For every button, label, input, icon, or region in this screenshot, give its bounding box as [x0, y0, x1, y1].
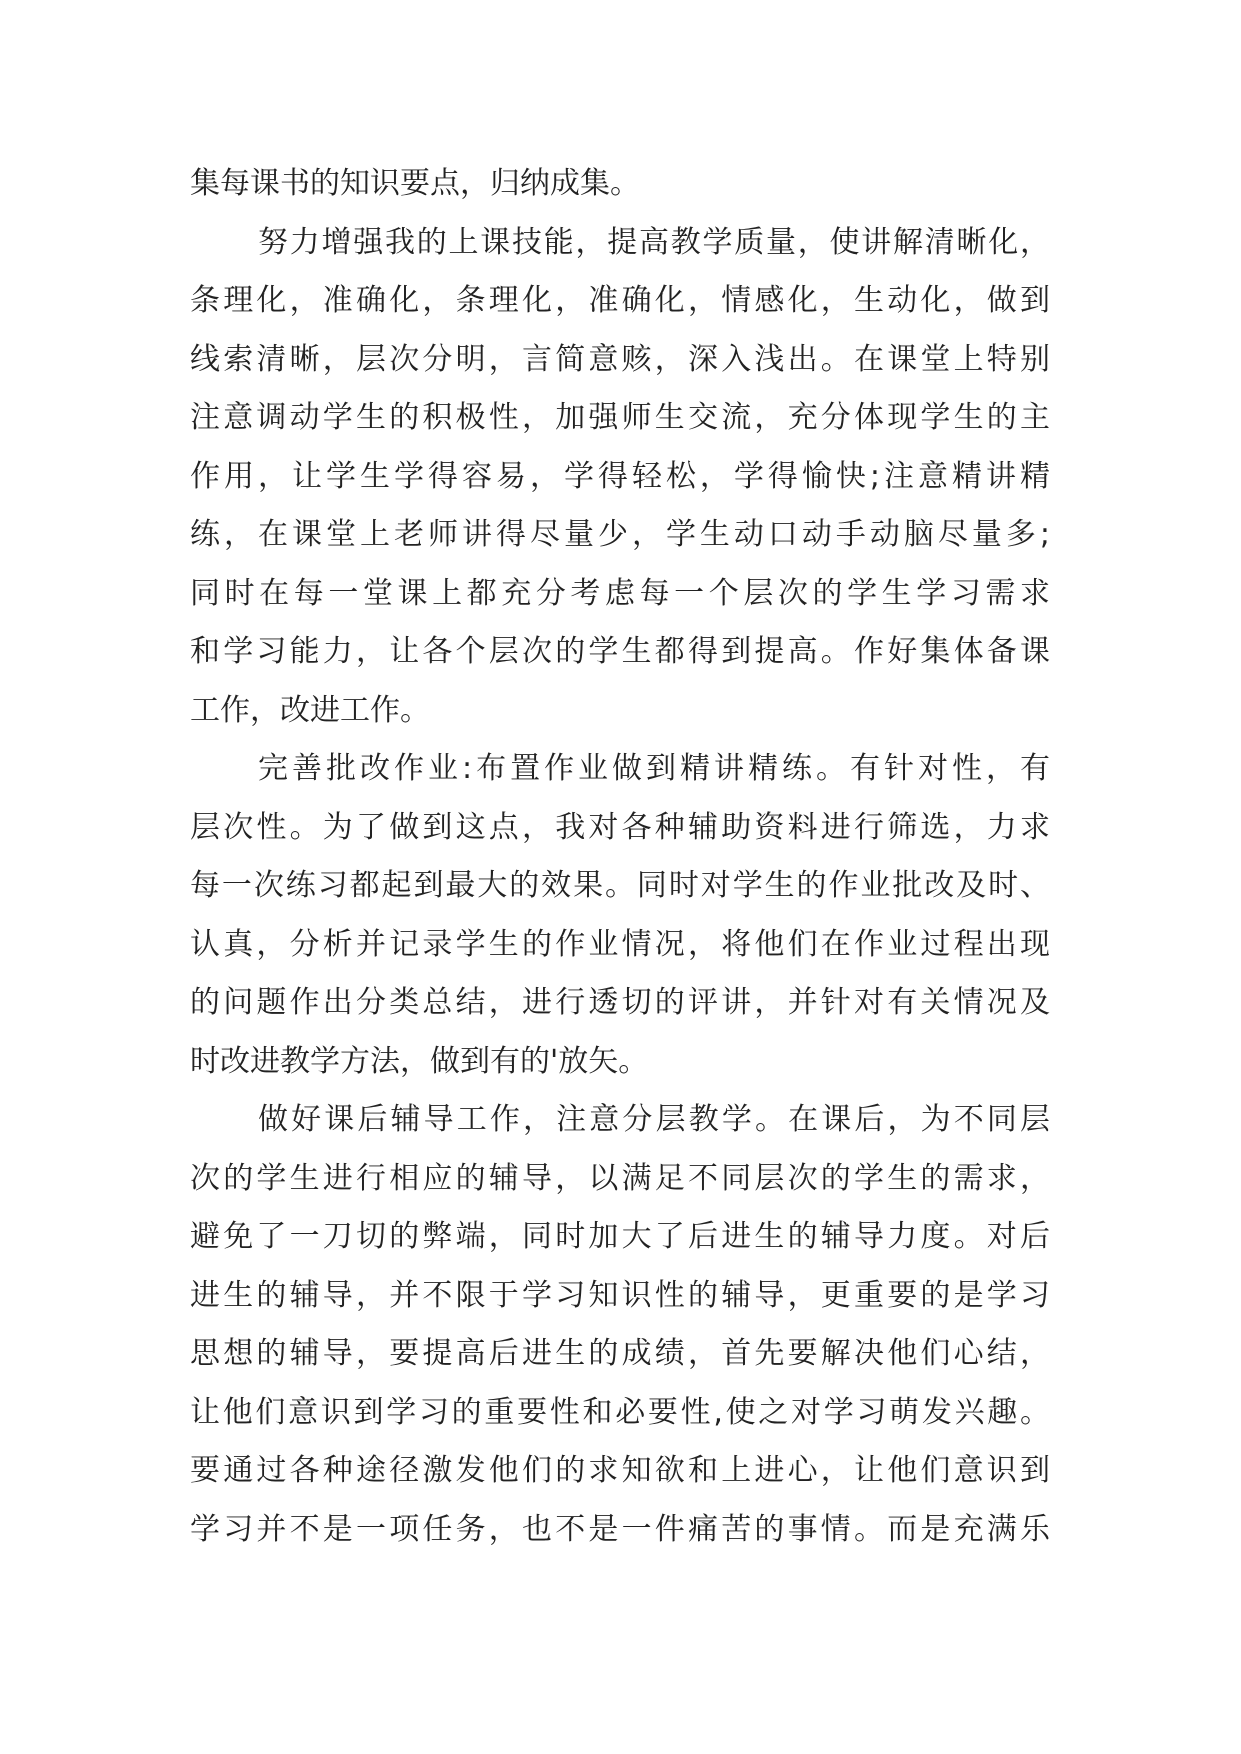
- paragraph-start-line: 做好课后辅导工作，注意分层教学。在课后，为不同层: [258, 1102, 1050, 1137]
- text-line: 要通过各种途径激发他们的求知欲和上进心，让他们意识到: [190, 1453, 1050, 1488]
- text-line: 进生的辅导，并不限于学习知识性的辅导，更重要的是学习: [190, 1277, 1050, 1313]
- text-line: 工作，改进工作。: [190, 692, 430, 728]
- text-line: 时改进教学方法，做到有的'放矢。: [190, 1043, 649, 1079]
- text-line: 集每课书的知识要点，归纳成集。: [190, 166, 640, 201]
- text-line: 认真，分析并记录学生的作业情况，将他们在作业过程出现: [190, 926, 1050, 962]
- text-line: 思想的辅导，要提高后进生的成绩，首先要解决他们心结，: [190, 1336, 1050, 1371]
- text-line: 次的学生进行相应的辅导，以满足不同层次的学生的需求，: [190, 1160, 1050, 1196]
- text-line: 学习并不是一项任务，也不是一件痛苦的事情。而是充满乐: [190, 1511, 1050, 1547]
- text-line: 让他们意识到学习的重要性和必要性,使之对学习萌发兴趣。: [190, 1394, 1050, 1430]
- text-line: 的问题作出分类总结，进行透切的评讲，并针对有关情况及: [190, 985, 1050, 1020]
- text-line: 条理化，准确化，条理化，准确化，情感化，生动化，做到: [190, 283, 1050, 318]
- text-line: 和学习能力，让各个层次的学生都得到提高。作好集体备课: [190, 634, 1050, 669]
- text-line: 每一次练习都起到最大的效果。同时对学生的作业批改及时、: [190, 868, 1050, 903]
- paragraph-start-line: 努力增强我的上课技能，提高教学质量，使讲解清晰化，: [258, 224, 1050, 260]
- document-body: [190, 155, 1050, 1559]
- text-line: 作用，让学生学得容易，学得轻松，学得愉快;注意精讲精: [190, 458, 1050, 494]
- paragraph-start-line: 完善批改作业:布置作业做到精讲精练。有针对性，有: [258, 751, 1050, 786]
- text-line: 同时在每一堂课上都充分考虑每一个层次的学生学习需求: [190, 575, 1050, 611]
- text-line: 避免了一刀切的弊端，同时加大了后进生的辅导力度。对后: [190, 1219, 1050, 1254]
- text-line: 层次性。为了做到这点，我对各种辅助资料进行筛选，力求: [190, 809, 1050, 845]
- text-line: 线索清晰，层次分明，言简意赅，深入浅出。在课堂上特别: [190, 341, 1050, 377]
- text-line: 练，在课堂上老师讲得尽量少，学生动口动手动脑尽量多;: [190, 517, 1050, 552]
- text-line: 注意调动学生的积极性，加强师生交流，充分体现学生的主: [190, 400, 1050, 435]
